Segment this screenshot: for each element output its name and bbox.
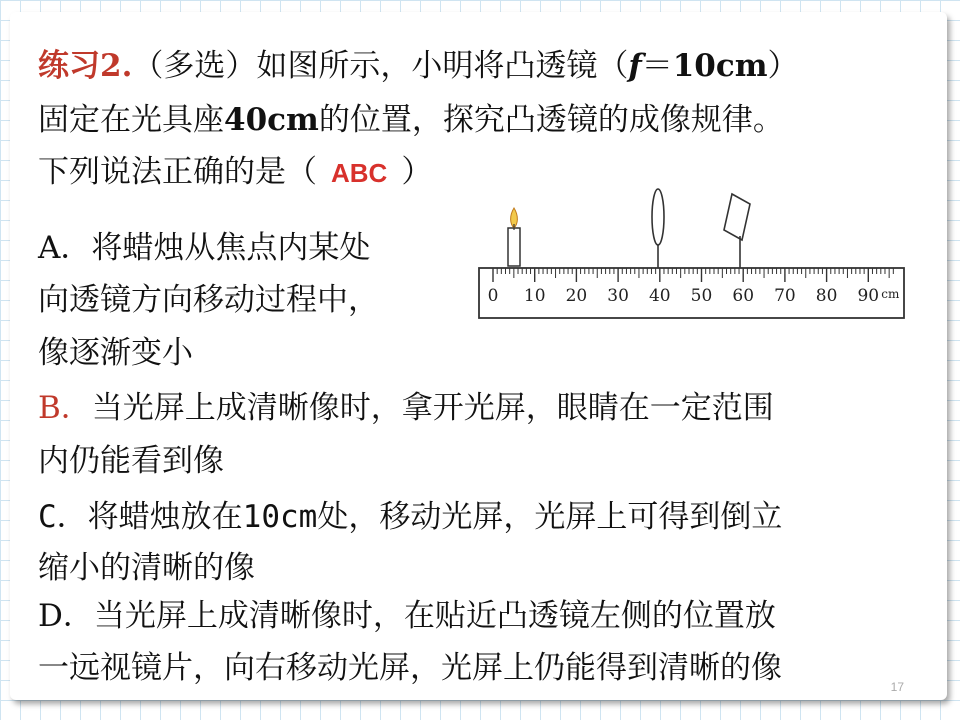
question-text: （多选）如图所示，小明将凸透镜（ xyxy=(132,48,629,84)
option-a-line-2: 向透镜方向移动过程中， xyxy=(38,282,379,318)
option-b-letter: B． xyxy=(38,390,92,426)
focal-variable: f xyxy=(628,48,642,84)
option-b-line-1 xyxy=(38,388,774,428)
ruler-tick-label: 50 xyxy=(690,286,713,306)
ruler-tick-label: 70 xyxy=(774,286,796,306)
option-c-line-2: 缩小的清晰的像 xyxy=(38,550,255,586)
question-text: 的位置，探究凸透镜的成像规律。 xyxy=(318,102,784,138)
question-line-3 xyxy=(38,152,432,193)
focal-length: 10cm xyxy=(672,48,768,84)
lens-position: 40cm xyxy=(224,102,319,138)
optical-bench-diagram xyxy=(474,184,914,324)
ruler-tick-label: 30 xyxy=(607,286,629,306)
ruler-tick-label: 10 xyxy=(523,286,546,306)
ruler-tick-label: 80 xyxy=(815,286,838,306)
ruler-tick-label: 60 xyxy=(732,286,755,306)
option-b-line-2: 内仍能看到像 xyxy=(38,443,224,479)
option-d-line-2: 一远视镜片，向右移动光屏，光屏上仍能得到清晰的像 xyxy=(38,650,782,686)
ruler-tick-label: 40 xyxy=(648,286,671,306)
equals-sign: ＝ xyxy=(641,48,673,84)
exercise-label: 练习2. xyxy=(38,48,133,84)
close-paren: ） xyxy=(401,154,433,190)
option-c-line-1: C．将蜡烛放在10cm处，移动光屏，光屏上可得到倒立 xyxy=(38,499,783,535)
ruler-tick-label: 0 xyxy=(487,286,499,306)
answer-text: ABC xyxy=(331,158,388,188)
option-a-line-3: 像逐渐变小 xyxy=(38,335,193,371)
option-a-line-1: A．将蜡烛从焦点内某处 xyxy=(38,230,371,266)
question-line-1 xyxy=(38,46,799,86)
convex-lens-icon xyxy=(652,189,664,268)
ruler-unit-label: cm xyxy=(881,287,900,301)
light-screen-icon xyxy=(724,194,750,268)
option-b-text: 当光屏上成清晰像时，拿开光屏，眼睛在一定范围 xyxy=(91,390,774,426)
page-number: 17 xyxy=(890,680,904,694)
ruler-tick-label: 20 xyxy=(565,286,588,306)
candle-icon xyxy=(508,208,520,266)
ruler-tick-label: 90 xyxy=(857,286,880,306)
question-text: 固定在光具座 xyxy=(38,102,224,138)
question-line-2 xyxy=(38,100,784,140)
close-paren: ） xyxy=(767,48,799,84)
option-d-line-1: D．当光屏上成清晰像时，在贴近凸透镜左侧的位置放 xyxy=(38,598,776,634)
question-text: 下列说法正确的是（ xyxy=(38,154,317,190)
